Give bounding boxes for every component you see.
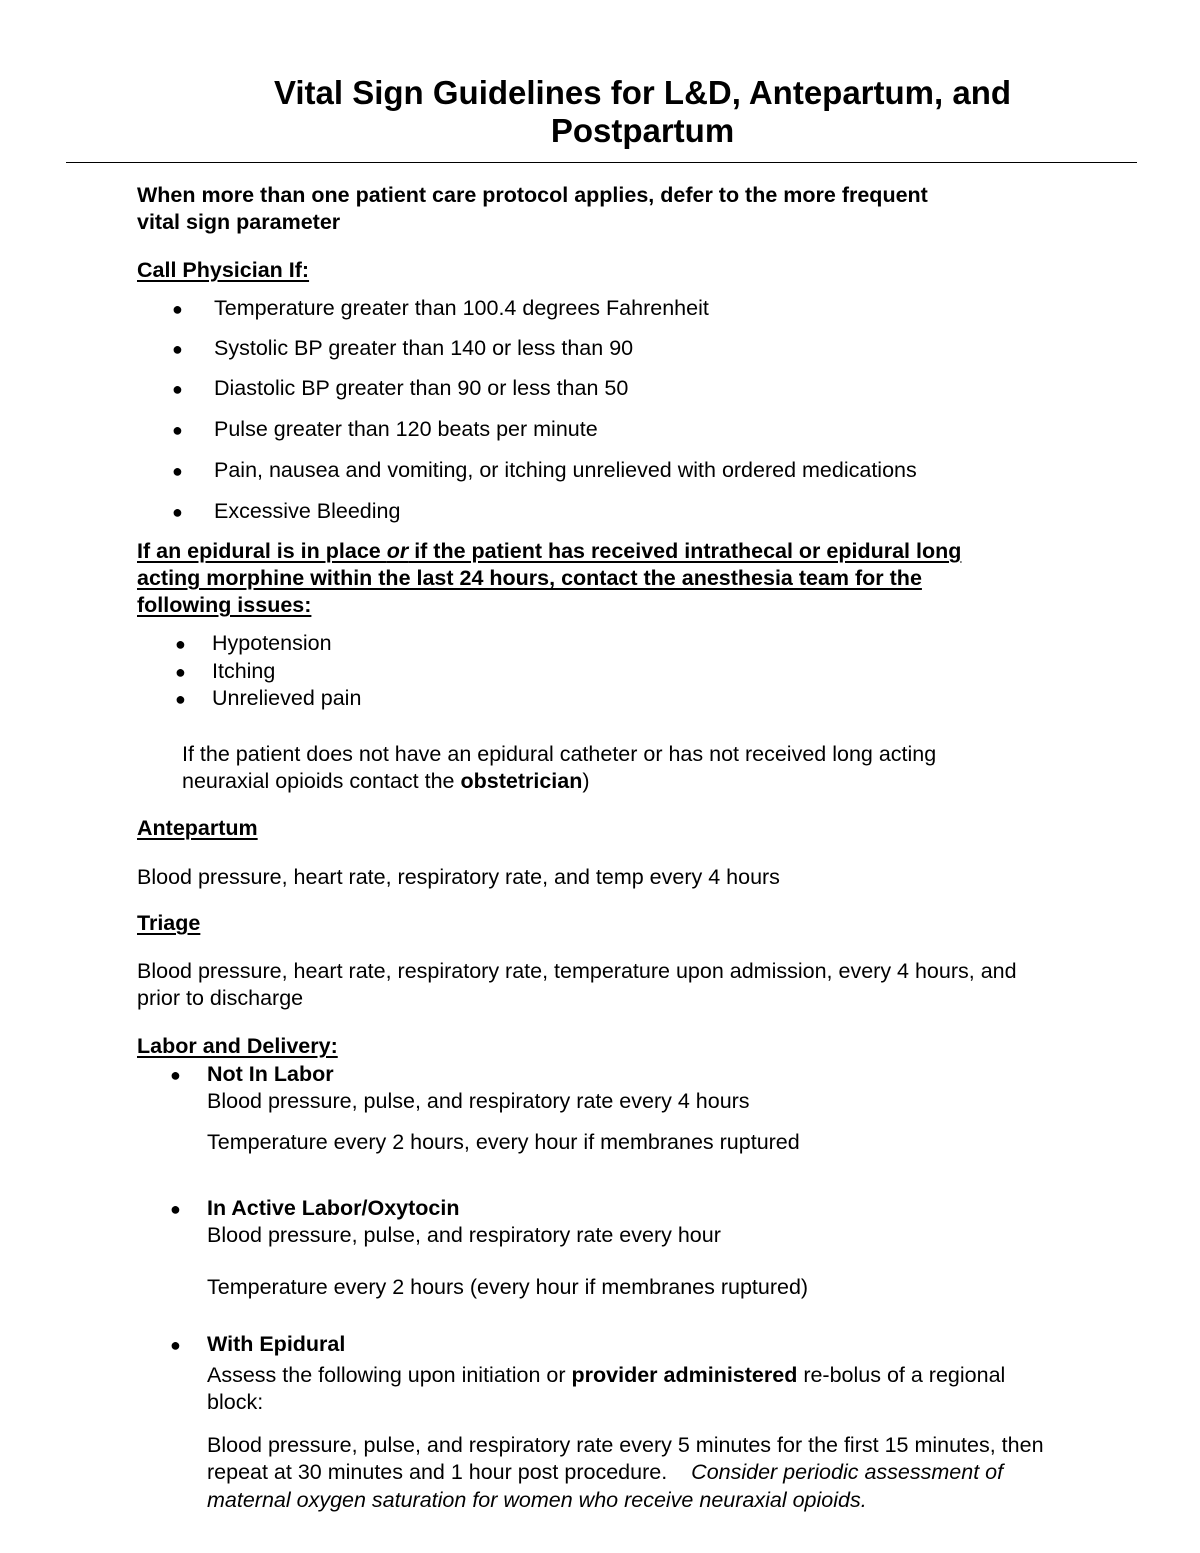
call-physician-item: Temperature greater than 100.4 degrees Fahrenheit bbox=[214, 296, 709, 320]
document-title-line-2: Postpartum bbox=[550, 112, 735, 149]
with-epidural-paragraph-2-line-1: Blood pressure, pulse, and respiratory rate every 5 minutes for the first 15 minutes, then bbox=[207, 1433, 1044, 1457]
call-physician-heading: Call Physician If: bbox=[137, 258, 310, 282]
epidural-heading-line-2: acting morphine within the last 24 hours, contact the anesthesia team for the bbox=[137, 566, 922, 590]
document-title-line-1: Vital Sign Guidelines for L&D, Antepartum, and bbox=[273, 74, 1012, 111]
bullet-icon: ● bbox=[175, 634, 186, 654]
call-physician-item: Excessive Bleeding bbox=[214, 499, 401, 523]
not-in-labor-label: Not In Labor bbox=[207, 1062, 334, 1086]
triage-text-line-1: Blood pressure, heart rate, respiratory rate, temperature upon admission, every 4 hours, and bbox=[137, 959, 1017, 983]
bullet-icon: ● bbox=[170, 1335, 181, 1355]
with-epidural-text-part: repeat at 30 minutes and 1 hour post procedure. bbox=[207, 1460, 668, 1484]
antepartum-text: Blood pressure, heart rate, respiratory rate, and temp every 4 hours bbox=[137, 865, 780, 889]
active-labor-line-2: Temperature every 2 hours (every hour if membranes ruptured) bbox=[207, 1275, 809, 1299]
bullet-icon: ● bbox=[172, 502, 183, 522]
call-physician-item: Systolic BP greater than 140 or less than 90 bbox=[214, 336, 634, 360]
not-in-labor-line-1: Blood pressure, pulse, and respiratory rate every 4 hours bbox=[207, 1089, 750, 1113]
call-physician-item: Pain, nausea and vomiting, or itching unrelieved with ordered medications bbox=[214, 458, 917, 482]
with-epidural-italic-note: Consider periodic assessment of bbox=[691, 1460, 1004, 1484]
bullet-icon: ● bbox=[170, 1199, 181, 1219]
epidural-heading-line-1 bbox=[137, 538, 961, 564]
epidural-note-part: neuraxial opioids contact the bbox=[182, 769, 461, 793]
with-epidural-italic-note: maternal oxygen saturation for women who receive neuraxial opioids. bbox=[207, 1488, 867, 1512]
not-in-labor-line-2: Temperature every 2 hours, every hour if membranes ruptured bbox=[207, 1130, 800, 1154]
title-divider bbox=[66, 162, 1137, 163]
call-physician-item: Diastolic BP greater than 90 or less than 50 bbox=[214, 376, 629, 400]
with-epidural-paragraph-2-line-3 bbox=[207, 1487, 867, 1513]
labor-delivery-heading: Labor and Delivery: bbox=[137, 1034, 338, 1058]
with-epidural-text-part: Assess the following upon initiation or bbox=[207, 1363, 572, 1387]
antepartum-heading: Antepartum bbox=[137, 816, 258, 840]
with-epidural-paragraph-1-line-1 bbox=[207, 1362, 1005, 1388]
call-physician-item: Pulse greater than 120 beats per minute bbox=[214, 417, 598, 441]
triage-text-line-2: prior to discharge bbox=[137, 986, 304, 1010]
bullet-icon: ● bbox=[175, 689, 186, 709]
with-epidural-emphasis: provider administered bbox=[571, 1363, 798, 1387]
epidural-issue-item: Unrelieved pain bbox=[212, 686, 362, 710]
epidural-issue-item: Hypotension bbox=[212, 631, 332, 655]
epidural-heading-part: If an epidural is in place bbox=[137, 539, 387, 563]
epidural-heading-or: or bbox=[386, 539, 409, 563]
epidural-note-part: ) bbox=[582, 769, 590, 793]
epidural-note-line-1: If the patient does not have an epidural catheter or has not received long acting bbox=[182, 742, 937, 766]
epidural-note-emphasis: obstetrician bbox=[460, 769, 583, 793]
with-epidural-paragraph-1-line-2: block: bbox=[207, 1390, 264, 1414]
epidural-heading-line-3: following issues: bbox=[137, 593, 312, 617]
bullet-icon: ● bbox=[172, 420, 183, 440]
bullet-icon: ● bbox=[172, 379, 183, 399]
bullet-icon: ● bbox=[170, 1065, 181, 1085]
epidural-issue-item: Itching bbox=[212, 659, 276, 683]
bullet-icon: ● bbox=[172, 461, 183, 481]
with-epidural-paragraph-2-line-2 bbox=[207, 1459, 1003, 1485]
intro-line-1: When more than one patient care protocol applies, defer to the more frequent bbox=[137, 183, 928, 207]
bullet-icon: ● bbox=[172, 299, 183, 319]
active-labor-label: In Active Labor/Oxytocin bbox=[207, 1196, 460, 1220]
with-epidural-text-part: re-bolus of a regional bbox=[797, 1363, 1006, 1387]
intro-line-2: vital sign parameter bbox=[137, 210, 341, 234]
epidural-note-line-2 bbox=[182, 768, 590, 794]
with-epidural-label: With Epidural bbox=[207, 1332, 346, 1356]
active-labor-line-1: Blood pressure, pulse, and respiratory rate every hour bbox=[207, 1223, 721, 1247]
epidural-heading-part: if the patient has received intrathecal or epidural long bbox=[408, 539, 962, 563]
bullet-icon: ● bbox=[175, 662, 186, 682]
bullet-icon: ● bbox=[172, 339, 183, 359]
triage-heading: Triage bbox=[137, 911, 201, 935]
